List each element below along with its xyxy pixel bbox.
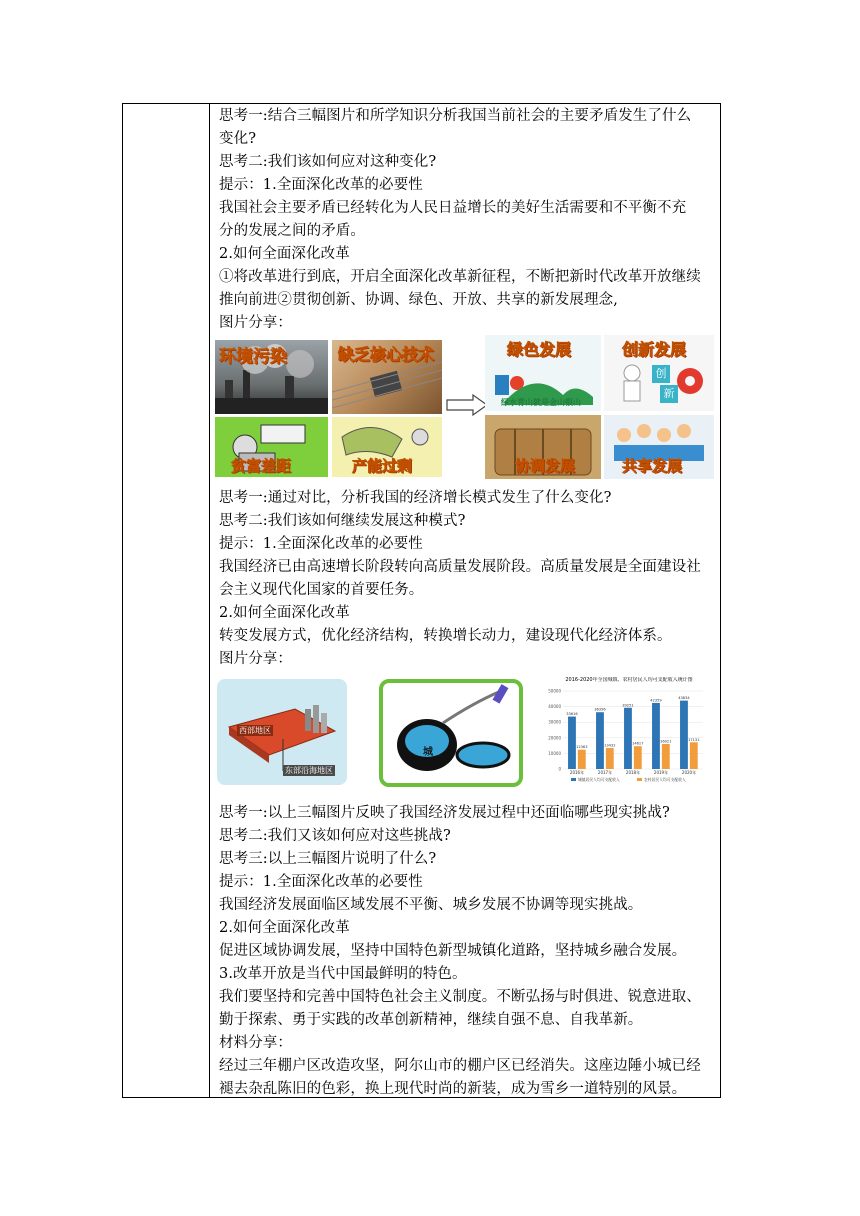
x-tick-label: 2016年 [569,770,585,775]
fishbowl-icon [383,683,519,783]
lesson-table [122,103,721,1098]
y-tick-label: 0 [558,766,561,772]
bar [680,701,688,769]
image-wealth-gap [215,417,328,477]
y-tick-label: 10000 [548,750,561,756]
bar-value-label: 14617 [632,741,644,746]
text-line: 3.改革开放是当代中国最鲜明的特色。 [219,966,467,982]
text-line: 我国经济发展面临区域发展不平衡、城乡发展不协调等现实挑战。 [219,897,643,913]
label-overcapacity: 产能过剩 [352,457,413,475]
image-fishbowl-cartoon [379,679,523,787]
bar [624,708,632,769]
section3-text [219,799,716,1101]
bar-value-label: 33616 [566,712,578,717]
text-line: 2.如何全面深化改革 [219,246,350,262]
label-sharing-development: 共享发展 [622,457,683,475]
text-line: 2.如何全面深化改革 [219,920,350,936]
text-line: 材料分享： [219,1035,292,1051]
legend-swatch [637,778,642,781]
text-line: 会主义现代化国家的首要任务。 [219,582,424,598]
image-regional-map [217,679,347,785]
text-line: 思考二:我们该如何应对这种变化? [219,154,437,170]
bar-value-label: 36396 [594,707,606,712]
section2-text [219,487,716,671]
income-bar-chart [543,677,713,789]
bar [568,717,576,769]
content-cell [219,104,716,1101]
text-line: 我国经济已由高速增长阶段转向高质量发展阶段。高质量发展是全面建设社 [219,559,701,575]
text-line: 2.如何全面深化改革 [219,605,350,621]
bar [596,712,604,769]
right-arrow-icon [445,393,489,417]
y-tick-label: 50000 [548,688,561,694]
text-line: ①将改革进行到底，开启全面深化改革新征程，不断把新时代改革开放继续 [219,269,701,285]
innovation-tile-2: 新 [660,385,678,403]
legend-swatch [571,778,576,781]
bar-value-label: 12363 [576,745,588,750]
label-core-tech: 缺乏核心技术 [338,345,435,364]
chart-title: 2016-2020年全国城镇、农村居民人均可支配收入统计图 [565,677,693,683]
text-line: 经过三年棚户区改造攻坚，阿尔山市的棚户区已经消失。这座边陲小城已经 [219,1058,701,1074]
legend-label: 农村居民人均可支配收入 [644,777,686,782]
bar [634,746,642,769]
legend-label: 城镇居民人均可支配收入 [578,777,620,782]
image-pollution [215,340,328,414]
label-wealth-gap: 贫富差距 [231,457,292,475]
x-tick-label: 2018年 [625,770,641,775]
y-tick-label: 30000 [548,719,561,725]
left-column-cell [123,104,210,1097]
bar-value-label: 43834 [678,696,690,701]
label-pollution: 环境污染 [219,347,287,367]
text-line: 思考二:我们又该如何应对这些挑战? [219,828,451,844]
x-tick-label: 2020年 [681,770,697,775]
figure-economic-growth [215,671,716,799]
text-line: 变化? [219,131,257,147]
image-sharing-development [604,415,714,479]
text-line: 思考一:结合三幅图片和所学知识分析我国当前社会的主要矛盾发生了什么 [219,108,692,124]
text-line: 提示：1.全面深化改革的必要性 [219,536,423,552]
image-green-development [485,335,601,411]
bar [652,703,660,769]
bar-value-label: 13432 [604,743,616,748]
green-slogan-text: 绿水青山就是金山银山 [501,398,581,407]
bar-value-label: 16021 [660,739,672,744]
text-line: 思考一:通过对比，分析我国的经济增长模式发生了什么变化? [219,490,612,506]
image-innovation-development [604,335,714,411]
image-coordination-development [485,415,601,479]
label-east-coast-region: 东部沿海地区 [285,766,333,775]
bar [606,748,614,769]
image-overcapacity [332,417,442,477]
bar [690,742,698,769]
text-line: 图片分享： [219,315,292,331]
bar-value-label: 42359 [650,698,662,703]
text-line: 图片分享： [219,651,292,667]
text-line: 提示：1.全面深化改革的必要性 [219,177,423,193]
text-line: 我们要坚持和完善中国特色社会主义制度。不断弘扬与时俱进、锐意进取、 [219,989,701,1005]
text-line: 促进区域协调发展，坚持中国特色新型城镇化道路，坚持城乡融合发展。 [219,943,687,959]
bar [578,750,586,769]
figure-development-concepts [215,335,716,487]
y-tick-label: 40000 [548,704,561,710]
text-line: 推向前进②贯彻创新、协调、绿色、开放、共享的新发展理念, [219,292,618,308]
label-green-development: 绿色发展 [507,340,572,359]
text-line: 思考二:我们该如何继续发展这种模式? [219,513,466,529]
bar [662,744,670,769]
y-tick-label: 20000 [548,735,561,741]
section1-text [219,104,716,335]
text-line: 提示：1.全面深化改革的必要性 [219,874,423,890]
label-innovation-development: 创新发展 [622,340,687,359]
text-line: 思考一:以上三幅图片反映了我国经济发展过程中还面临哪些现实挑战? [219,805,670,821]
bar-value-label: 17131 [688,737,700,742]
bar-value-label: 39251 [622,703,634,708]
label-coordination-development: 协调发展 [515,457,576,475]
innovation-tile-1: 创 [652,365,670,383]
label-city: 城 [423,747,433,758]
label-west-region: 西部地区 [239,726,271,735]
x-tick-label: 2019年 [653,770,669,775]
text-line: 勤于探索、勇于实践的改革创新精神，继续自强不息、自我革新。 [219,1012,643,1028]
text-line: 褪去杂乱陈旧的色彩，换上现代时尚的新装，成为雪乡一道特别的风景。 [219,1081,687,1097]
chart-plot-area [543,677,713,789]
text-line: 分的发展之间的矛盾。 [219,223,365,239]
x-tick-label: 2017年 [597,770,613,775]
text-line: 转变发展方式，优化经济结构，转换增长动力，建设现代化经济体系。 [219,628,672,644]
text-line: 我国社会主要矛盾已经转化为人民日益增长的美好生活需要和不平衡不充 [219,200,687,216]
image-core-tech [332,340,442,414]
text-line: 思考三:以上三幅图片说明了什么? [219,851,437,867]
